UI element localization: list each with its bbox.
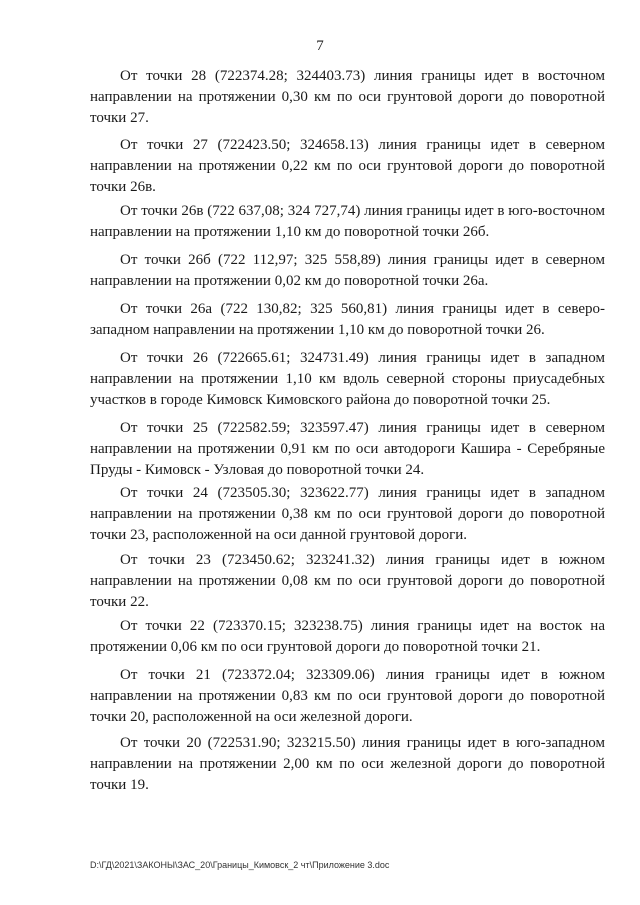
file-path-footer: D:\ГД\2021\ЗАКОНЫ\ЗАС_20\Границы_Кимовск_2 чт\Приложение 3.doc	[90, 860, 390, 870]
paragraph-point-26v: От точки 26в (722 637,08; 324 727,74) линия границы идет в юго-восточном направлении на протяжении 1,10 км до поворотной точки 26б.	[90, 203, 605, 240]
paragraph-point-26: От точки 26 (722665.61; 324731.49) линия границы идет в западном направлении на протяжении 1,10 км вдоль северной стороны приусадебных участков в городе Кимовск Кимовского района до поворотной точки 25.	[90, 350, 605, 408]
paragraph-point-28: От точки 28 (722374.28; 324403.73) линия границы идет в восточном направлении на протяжении 0,30 км по оси грунтовой дороги до поворотной точки 27.	[90, 68, 605, 126]
paragraph-point-26a: От точки 26а (722 130,82; 325 560,81) линия границы идет в северо-западном направлении на протяжении 1,10 км до поворотной точки 26.	[90, 301, 605, 338]
paragraph-point-21: От точки 21 (723372.04; 323309.06) линия границы идет в южном направлении на протяжении 0,83 км по оси грунтовой дороги до поворотной точки 20, расположенной на оси железной дороги.	[90, 667, 605, 725]
paragraph-point-25: От точки 25 (722582.59; 323597.47) линия границы идет в северном направлении на протяжении 0,91 км по оси автодороги Кашира - Серебряные Пруды - Кимовск - Узловая до поворотной точки 24.	[90, 420, 605, 478]
page-number: 7	[316, 38, 324, 54]
paragraph-point-26b: От точки 26б (722 112,97; 325 558,89) линия границы идет в северном направлении на протяжении 0,02 км до поворотной точки 26а.	[90, 252, 605, 289]
paragraph-point-24: От точки 24 (723505.30; 323622.77) линия границы идет в западном направлении на протяжении 0,38 км по оси грунтовой дороги до поворотной точки 23, расположенной на оси данной грунтовой дороги.	[90, 485, 605, 543]
paragraph-point-20: От точки 20 (722531.90; 323215.50) линия границы идет в юго-западном направлении на протяжении 2,00 км по оси железной дороги до поворотной точки 19.	[90, 735, 605, 793]
paragraph-point-23: От точки 23 (723450.62; 323241.32) линия границы идет в южном направлении на протяжении 0,08 км по оси грунтовой дороги до поворотной точки 22.	[90, 552, 605, 610]
paragraph-point-27: От точки 27 (722423.50; 324658.13) линия границы идет в северном направлении на протяжении 0,22 км по оси грунтовой дороги до поворотной точки 26в.	[90, 137, 605, 195]
paragraph-point-22: От точки 22 (723370.15; 323238.75) линия границы идет на восток на протяжении 0,06 км по оси грунтовой дороги до поворотной точки 21.	[90, 618, 605, 655]
